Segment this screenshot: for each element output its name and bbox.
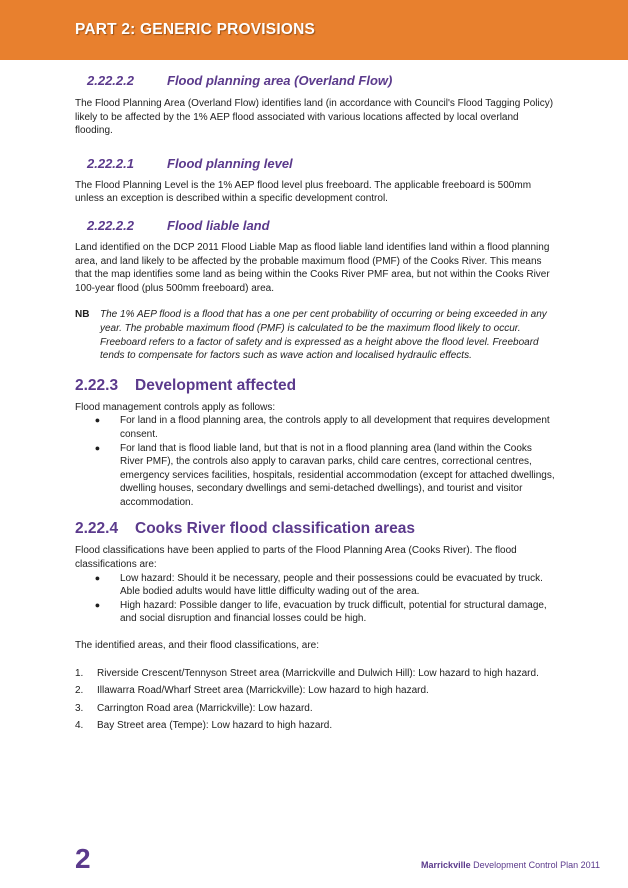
list-item <box>75 599 555 626</box>
paragraph-flood-planning-level: The Flood Planning Level is the 1% AEP flood level plus freeboard. The applicable freeboard is 500mm unless an exception is described within a specific development control. <box>75 179 532 205</box>
paragraph-areas-intro: The identified areas, and their flood classifications, are: <box>75 640 320 652</box>
footer-doc-title <box>421 860 600 870</box>
paragraph-flood-liable-land: Land identified on the DCP 2011 Flood Liable Map as flood liable land identifies land within a flood planning area, and land likely to be affected by the probable maximum flood (PMF) of the Cooks River. This means that the map identifies some land as being within the Cooks River PMF area, but not within the Cooks River 100-year flood (plus 500mm freeboard) area. <box>75 241 550 294</box>
list-item <box>75 667 555 681</box>
list-item <box>75 414 555 441</box>
list-item-text: For land in a flood planning area, the controls apply to all development that requires development consent. <box>120 415 550 440</box>
heading-text: Flood liable land <box>167 217 270 233</box>
list-item <box>75 684 555 698</box>
bullet-icon: ● <box>94 442 101 453</box>
part-title: PART 2: GENERIC PROVISIONS <box>75 21 316 38</box>
heading-number: 2.22.2.2 <box>87 73 134 88</box>
list-item <box>75 719 555 733</box>
paragraph-development-affected-intro: Flood management controls apply as follows: <box>75 401 276 413</box>
bullet-icon: ● <box>94 572 101 583</box>
list-item-text: High hazard: Possible danger to life, evacuation by truck difficult, potential for structural damage, and social disruption and financial losses could be high. <box>120 599 547 625</box>
page-content <box>75 70 555 733</box>
page-number: 2 <box>75 843 91 874</box>
nb-text: The 1% AEP flood is a flood that has a one per cent probability of occurring or being exceeded in any year. The probable maximum flood (PMF) is calculated to be the maximum flood likely to occur. Freeboard refers to a factor of safety and is expressed as a height above the flood level. Freeboard tends to compensate for factors such as wave action and localised hydraulic effects. <box>100 309 547 362</box>
list-item-number: 2. <box>75 685 84 697</box>
header-banner <box>0 0 628 60</box>
list-item-number: 3. <box>75 702 84 714</box>
list-item-text: Illawarra Road/Wharf Street area (Marrickville): Low hazard to high hazard. <box>97 685 429 697</box>
heading-text: Development affected <box>135 376 297 394</box>
heading-text: Flood planning level <box>167 155 293 171</box>
list-item <box>75 442 555 510</box>
list-item-text: Riverside Crescent/Tennyson Street area (Marrickville and Dulwich Hill): Low hazard to high hazard. <box>97 667 539 679</box>
paragraph-overland-flow: The Flood Planning Area (Overland Flow) identifies land (in accordance with Council's Flood Tagging Policy) likely to be affected by the 1% AEP flood associated with various locations affected by local overland flooding. <box>75 98 554 137</box>
development-affected-list <box>75 414 555 509</box>
heading-text: Cooks River flood classification areas <box>135 520 415 538</box>
heading-text: Flood planning area (Overland Flow) <box>167 73 393 88</box>
list-item <box>75 572 555 599</box>
heading-number: 2.22.2.1 <box>87 155 134 171</box>
list-item-number: 1. <box>75 667 84 679</box>
classification-list <box>75 572 555 626</box>
list-item-number: 4. <box>75 720 84 732</box>
nb-label: NB <box>75 309 90 321</box>
list-item-text: Carrington Road area (Marrickville): Low hazard. <box>97 702 313 714</box>
footer-title: Development Control Plan 2011 <box>470 860 600 870</box>
bullet-icon: ● <box>94 599 101 610</box>
identified-areas-list <box>75 667 555 733</box>
heading-number: 2.22.4 <box>75 520 119 538</box>
heading-classification-areas <box>75 519 555 539</box>
heading-flood-liable-land <box>75 216 555 236</box>
heading-flood-planning-level <box>75 154 555 174</box>
heading-number: 2.22.3 <box>75 376 119 394</box>
list-item-text: Low hazard: Should it be necessary, people and their possessions could be evacuated by truck. Able bodied adults would have little difficulty wading out of the area. <box>120 572 543 598</box>
heading-development-affected <box>75 376 555 396</box>
footer-brand: Marrickville <box>421 860 471 870</box>
nb-note <box>75 308 555 362</box>
paragraph-classification-intro: Flood classifications have been applied to parts of the Flood Planning Area (Cooks River). The flood classifications are: <box>75 545 517 571</box>
heading-overland-flow <box>75 71 555 91</box>
list-item <box>75 702 555 716</box>
bullet-icon: ● <box>94 415 101 426</box>
list-item-text: For land that is flood liable land, but that is not in a flood planning area (land within the Cooks River PMF), the controls also apply to caravan parks, child care centres, correctional centres, emergency services facilities, hospitals, residential accommodation (except for attached dwellings, dwelling houses, secondary dwellings and semi-detached dwellings), and tourist and visitor accommodation. <box>120 442 555 508</box>
list-item-text: Bay Street area (Tempe): Low hazard to high hazard. <box>97 720 333 732</box>
heading-number: 2.22.2.2 <box>87 217 134 233</box>
